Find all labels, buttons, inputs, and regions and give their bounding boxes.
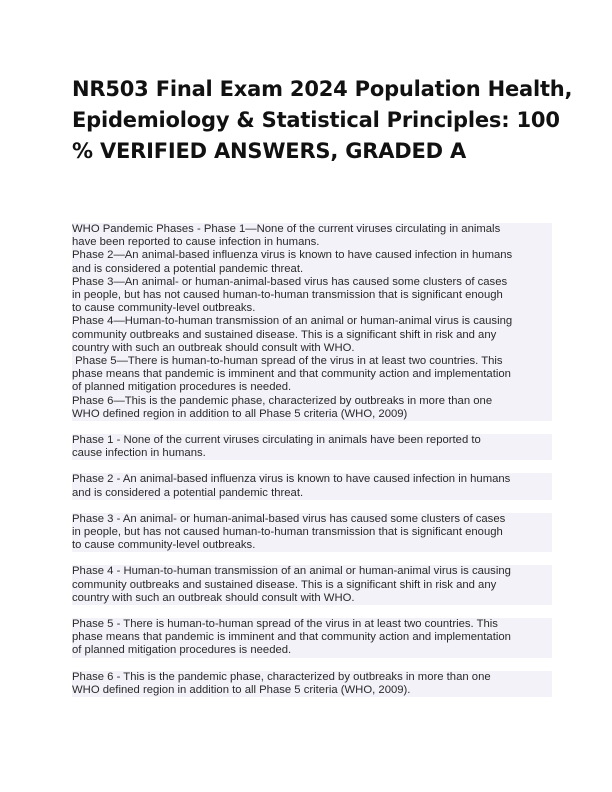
text-line: Phase 5 - There is human-to-human spread of the virus in at least two countries. This <box>72 618 498 631</box>
who-pandemic-phases-block <box>72 223 552 421</box>
text-line: country with such an outbreak should consult with WHO. <box>72 591 355 604</box>
document-body <box>72 223 552 697</box>
text-line: Phase 1 - None of the current viruses circulating in animals have been reported to <box>72 434 481 447</box>
phase-2-paragraph <box>72 473 552 499</box>
text-line: Phase 5—There is human-to-human spread of the virus in at least two countries. This <box>72 355 503 368</box>
text-line: Phase 4 - Human-to-human transmission of an animal or human-animal virus is causing <box>72 565 511 578</box>
phase-3-paragraph <box>72 513 552 553</box>
text-line: to cause community-level outbreaks. <box>72 539 256 552</box>
text-line: to cause community-level outbreaks. <box>72 302 256 315</box>
text-line: country with such an outbreak should consult with WHO. <box>72 341 355 354</box>
phase-1-paragraph <box>72 434 552 460</box>
phase-5-paragraph <box>72 618 552 658</box>
document-title <box>72 0 573 167</box>
text-line: phase means that pandemic is imminent and that community action and implementation <box>72 631 511 644</box>
title-line: NR503 Final Exam 2024 Population Health, <box>72 77 573 101</box>
text-line: of planned mitigation procedures is needed. <box>72 644 292 657</box>
text-line: cause infection in humans. <box>72 447 206 460</box>
text-line: and is considered a potential pandemic threat. <box>72 486 304 499</box>
text-line: Phase 4—Human-to-human transmission of an animal or human-animal virus is causing <box>72 315 513 328</box>
title-line: % VERIFIED ANSWERS, GRADED A <box>72 139 467 163</box>
text-line: WHO defined region in addition to all Phase 5 criteria (WHO, 2009). <box>72 683 411 696</box>
text-line: have been reported to cause infection in humans. <box>72 236 320 249</box>
text-line: community outbreaks and sustained disease. This is a significant shift in risk and any <box>72 578 497 591</box>
text-line: Phase 2 - An animal-based influenza virus is known to have caused infection in humans <box>72 473 511 486</box>
text-line: in people, but has not caused human-to-human transmission that is significant enough <box>72 526 503 539</box>
text-line: in people, but has not caused human-to-human transmission that is significant enough <box>72 289 503 302</box>
text-line: Phase 2—An animal-based influenza virus is known to have caused infection in humans <box>72 249 513 262</box>
title-line: Epidemiology & Statistical Principles: 100 <box>72 108 560 132</box>
text-line: Phase 6—This is the pandemic phase, characterized by outbreaks in more than one <box>72 394 493 407</box>
text-line: WHO defined region in addition to all Phase 5 criteria (WHO, 2009) <box>72 407 408 420</box>
text-line: phase means that pandemic is imminent and that community action and implementation <box>72 368 511 381</box>
text-line: and is considered a potential pandemic threat. <box>72 262 304 275</box>
text-line: of planned mitigation procedures is needed. <box>72 381 292 394</box>
text-line: community outbreaks and sustained disease. This is a significant shift in risk and any <box>72 328 497 341</box>
text-line: WHO Pandemic Phases - Phase 1—None of the current viruses circulating in animals <box>72 223 501 235</box>
phase-6-paragraph <box>72 671 552 697</box>
phase-4-paragraph <box>72 565 552 605</box>
text-line: Phase 3 - An animal- or human-animal-based virus has caused some clusters of cases <box>72 512 506 525</box>
text-line: Phase 3—An animal- or human-animal-based virus has caused some clusters of cases <box>72 275 508 288</box>
text-line: Phase 6 - This is the pandemic phase, characterized by outbreaks in more than one <box>72 670 491 683</box>
